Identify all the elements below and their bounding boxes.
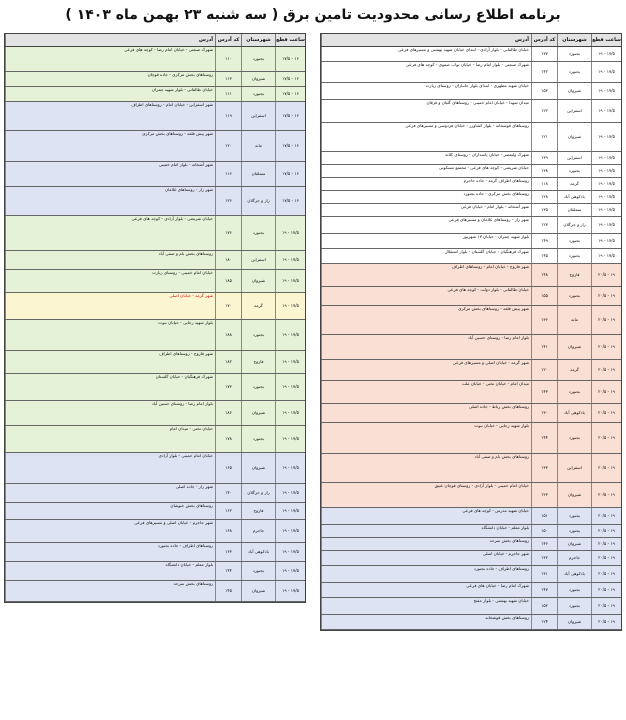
cell-city: بادکوهی آباد (241, 543, 275, 561)
schedule-table-left (4, 33, 306, 603)
cell-city: گرمه (557, 178, 591, 190)
cell-address: خیابان شریعتی - کوچه های فرعی - مجتمع مسکونی (321, 165, 531, 177)
cell-city: بجنورد (557, 287, 591, 305)
cell-code: ۱۷۸ (215, 426, 241, 452)
cell-city: بجنورد (557, 583, 591, 597)
cell-city: شیروان (241, 581, 275, 601)
cell-address: خیابان امام خمینی - بلوار آزادی (5, 453, 215, 483)
table-row (321, 123, 621, 152)
cell-code: ۱۲۱ (531, 123, 557, 151)
cell-city: اسفراین (557, 152, 591, 164)
table-row (321, 381, 621, 404)
cell-owner: ۱۷/۵ - ۱۹ (275, 374, 305, 400)
cell-city: بجنورد (557, 249, 591, 263)
cell-address: روستاهای بخش سرحد (321, 538, 531, 550)
table-row (5, 87, 305, 102)
table-row (321, 360, 621, 381)
cell-address: خیابان شهید بهشتی - بلوار مفتح (321, 598, 531, 614)
cell-owner: ۱۹ - ۲۰/۵ (591, 454, 621, 482)
cell-address: روستاهای اطراف - جاده بجنورد (321, 566, 531, 582)
cell-address: شهر گرمه - خیابان اصلی (5, 293, 215, 319)
table-row (5, 520, 305, 543)
cell-code: ۱۳۱ (531, 566, 557, 582)
cell-code: ۱۳۳ (531, 454, 557, 482)
cell-address: میدان شهدا - خیابان امام خمینی - روستاهای گلیان و قزقان (321, 100, 531, 122)
cell-owner: ۱۹ - ۲۰/۵ (591, 566, 621, 582)
cell-code: ۱۳۶ (531, 306, 557, 334)
cell-code: ۱۲۰ (531, 360, 557, 380)
cell-city: بجنورد (241, 374, 275, 400)
cell-city: گرمه (241, 293, 275, 319)
cell-address: خیابان شهید مطهری - ابتدای بلوار جانبازان - روستای زیارت (321, 83, 531, 99)
table-row (321, 264, 621, 287)
cell-owner: ۱۷/۵ - ۱۹ (275, 581, 305, 601)
cell-owner: ۱۶ - ۱۷/۵ (275, 162, 305, 186)
cell-owner: ۱۷/۵ - ۱۹ (591, 217, 621, 233)
cell-city: بجنورد (241, 562, 275, 580)
cell-owner: ۱۹ - ۲۰/۵ (591, 583, 621, 597)
cell-city: جاجرم (241, 520, 275, 542)
cell-address: شهرک صنعتی - بلوار امام رضا - خیابان نواب صفوی - کوچه های فرعی (321, 62, 531, 82)
table-row (5, 543, 305, 562)
cell-code: ۱۴۷ (531, 583, 557, 597)
cell-address: شهر آشخانه - بلوار امام خمینی (5, 162, 215, 186)
cell-city: بادکوهی آباد (557, 404, 591, 422)
cell-address: شهرک صنعتی - خیابان امام رضا - کوچه های فرعی (5, 47, 215, 71)
cell-address: روستاهای اطراف - جاده بجنورد (5, 543, 215, 561)
cell-owner: ۱۷/۵ - ۱۹ (275, 562, 305, 580)
cell-address: روستاهای بخش قوشخانه (321, 615, 531, 629)
page-title: برنامه اطلاع رسانی محدودیت تامین برق ( سه شنبه ۲۳ بهمن ماه ۱۴۰۳ ) (65, 7, 561, 23)
cell-code: ۱۸۰ (215, 251, 241, 269)
cell-code: ۱۳۸ (531, 165, 557, 177)
cell-code: ۱۴۹ (531, 234, 557, 248)
cell-owner: ۱۹ - ۲۰/۵ (591, 483, 621, 507)
cell-owner: ۱۷/۵ - ۱۹ (591, 165, 621, 177)
cell-address: بلوار معلم - خیابان دانشگاه (5, 562, 215, 580)
cell-owner: ۱۷/۵ - ۱۹ (591, 234, 621, 248)
cell-owner: ۱۶ - ۱۷/۵ (275, 47, 305, 71)
cell-owner: ۱۹ - ۲۰/۵ (591, 360, 621, 380)
cell-code: ۱۵۲ (531, 598, 557, 614)
table-row (5, 270, 305, 293)
table-row (321, 525, 621, 538)
cell-code: ۱۲۴ (531, 615, 557, 629)
cell-city: شیروان (557, 483, 591, 507)
cell-address: شهرک فرهنگیان - خیابان گلستان - بلوار استقلال (321, 249, 531, 263)
cell-address: شهر راز - روستاهای غلامان و مسیرهای فرعی (321, 217, 531, 233)
cell-code: ۱۴۶ (531, 538, 557, 550)
cell-owner: ۱۷/۵ - ۱۹ (591, 204, 621, 216)
cell-code: ۱۱۳ (215, 72, 241, 86)
cell-address: روستاهای بخش بام و صفی آباد (321, 454, 531, 482)
cell-address: شهر جاجرم - خیابان اصلی و مسیرهای فرعی (5, 520, 215, 542)
cell-owner: ۱۷/۵ - ۱۹ (591, 249, 621, 263)
table-row (5, 562, 305, 581)
table-row (321, 508, 621, 525)
cell-city: بجنورد (557, 598, 591, 614)
cell-code: ۱۶۲ (215, 503, 241, 519)
cell-owner: ۱۶ - ۱۷/۵ (275, 131, 305, 161)
table-row (5, 131, 305, 162)
header-city: شهرستان (241, 34, 275, 46)
cell-city: مانه (557, 306, 591, 334)
cell-city: شیروان (557, 538, 591, 550)
cell-address: روستاهای بخش مرکزی - جاده بجنورد (321, 191, 531, 203)
table-row (321, 287, 621, 306)
cell-code: ۱۸۸ (215, 320, 241, 350)
cell-code: ۱۵۵ (531, 287, 557, 305)
cell-address: روستاهای اطراف گرمه - جاده جاجرم (321, 178, 531, 190)
table-row (321, 615, 621, 630)
cell-city: بجنورد (241, 426, 275, 452)
table-row (5, 320, 305, 351)
cell-address: شهر پیش قلعه - روستاهای بخش مرکزی (321, 306, 531, 334)
table-body (5, 47, 305, 602)
cell-city: راز و جرگلان (241, 484, 275, 502)
cell-city: فاروج (241, 503, 275, 519)
header-code: کد آدرس (215, 34, 241, 46)
cell-code: ۱۴۳ (531, 381, 557, 403)
cell-city: بجنورد (557, 234, 591, 248)
cell-address: روستاهای بخش بام و صفی آباد (5, 251, 215, 269)
header-owner: ساعت قطع (275, 34, 305, 46)
header-owner: ساعت قطع (591, 34, 621, 46)
schedule-table-right (320, 33, 622, 631)
table-row (5, 503, 305, 520)
cell-city: بجنورد (557, 381, 591, 403)
table-row (321, 306, 621, 335)
cell-city: سملقان (241, 162, 275, 186)
table-row (321, 191, 621, 204)
table-row (321, 178, 621, 191)
table-row (321, 598, 621, 615)
cell-city: اسفراین (557, 100, 591, 122)
table-row (321, 335, 621, 360)
cell-owner: ۱۹ - ۲۰/۵ (591, 508, 621, 524)
cell-owner: ۱۷/۵ - ۱۹ (275, 520, 305, 542)
cell-owner: ۱۷/۵ - ۱۹ (275, 453, 305, 483)
cell-code: ۱۵۰ (531, 525, 557, 537)
cell-code: ۱۲۲ (531, 100, 557, 122)
table-row (321, 249, 621, 264)
cell-address: شهر اسفراین - خیابان امام - روستاهای اطراف (5, 102, 215, 130)
cell-address: بلوار معلم - خیابان دانشگاه (321, 525, 531, 537)
table-row (5, 72, 305, 87)
cell-code: ۱۴۵ (215, 581, 241, 601)
cell-owner: ۱۷/۵ - ۱۹ (591, 123, 621, 151)
cell-address: شهر جاجرم - خیابان اصلی (321, 551, 531, 565)
cell-address: بلوار شهید چمران - خیابان ۱۷ شهریور (321, 234, 531, 248)
table-row (321, 204, 621, 217)
cell-code: ۱۸۶ (215, 401, 241, 425)
cell-address: خیابان شریعتی - بلوار آزادی - کوچه های فرعی (5, 216, 215, 250)
table-row (321, 551, 621, 566)
cell-city: بجنورد (557, 508, 591, 524)
cell-city: شیروان (557, 83, 591, 99)
table-row (5, 187, 305, 216)
cell-city: بجنورد (241, 216, 275, 250)
table-row (321, 47, 621, 62)
cell-city: راز و جرگلان (557, 217, 591, 233)
cell-owner: ۱۷/۵ - ۱۹ (275, 484, 305, 502)
cell-address: خیابان طالقانی - بلوار شهید چمران (5, 87, 215, 101)
cell-code: ۱۷۰ (215, 293, 241, 319)
cell-code: ۱۲۷ (531, 217, 557, 233)
cell-city: بادکوهی آباد (557, 566, 591, 582)
cell-code: ۱۳۵ (531, 204, 557, 216)
cell-code: ۱۲۶ (215, 187, 241, 215)
cell-city: اسفراین (557, 454, 591, 482)
table-row (321, 234, 621, 249)
cell-address: شهرک امام رضا - خیابان های فرعی (321, 583, 531, 597)
cell-address: شهر گرمه - خیابان اصلی و مسیرهای فرعی (321, 360, 531, 380)
cell-owner: ۱۷/۵ - ۱۹ (275, 293, 305, 319)
cell-address: شهر فاروج - خیابان امام - روستاهای اطراف (321, 264, 531, 286)
cell-address: شهرک فرهنگیان - خیابان گلستان (5, 374, 215, 400)
cell-address: میدان امام - خیابان تختی - خیابان ملت (321, 381, 531, 403)
table-row (321, 423, 621, 454)
cell-code: ۱۸۲ (215, 351, 241, 373)
cell-code: ۱۳۲ (531, 551, 557, 565)
cell-address: روستاهای بخش مرکزی - جاده قوچان (5, 72, 215, 86)
table-row (5, 426, 305, 453)
cell-owner: ۱۹ - ۲۰/۵ (591, 538, 621, 550)
header-address: آدرس (321, 34, 531, 46)
cell-address: روستاهای بخش رباط - جاده اصلی (321, 404, 531, 422)
table-row (321, 100, 621, 123)
cell-owner: ۱۷/۵ - ۱۹ (591, 62, 621, 82)
cell-address: خیابان طالقانی - بلوار دولت - کوچه های فرعی (321, 287, 531, 305)
cell-city: شیروان (557, 123, 591, 151)
cell-code: ۱۴۴ (531, 423, 557, 453)
cell-address: خیابان شهید مدرس - کوچه های فرعی (321, 508, 531, 524)
table-row (321, 152, 621, 165)
table-row (321, 165, 621, 178)
table-row (5, 401, 305, 426)
cell-code: ۱۴۱ (531, 335, 557, 359)
cell-city: شیروان (557, 615, 591, 629)
cell-owner: ۱۷/۵ - ۱۹ (275, 251, 305, 269)
cell-code: ۱۶۳ (215, 543, 241, 561)
cell-code: ۱۵۱ (531, 508, 557, 524)
cell-address: بلوار شهید رجایی - خیابان نبوت (5, 320, 215, 350)
cell-city: بجنورد (241, 47, 275, 71)
cell-code: ۱۱۸ (531, 178, 557, 190)
cell-code: ۱۴۸ (531, 264, 557, 286)
cell-code: ۱۸۵ (215, 270, 241, 292)
cell-code: ۱۲۸ (531, 191, 557, 203)
cell-owner: ۱۶ - ۱۷/۵ (275, 87, 305, 101)
cell-code: ۱۱۶ (215, 162, 241, 186)
table-row (5, 453, 305, 484)
cell-city: شیروان (241, 72, 275, 86)
cell-city: بجنورد (557, 525, 591, 537)
cell-city: بادکوهی آباد (557, 191, 591, 203)
cell-code: ۱۳۹ (531, 152, 557, 164)
table-row (321, 483, 621, 508)
cell-address: بلوار امام رضا - روستای حسین آباد (321, 335, 531, 359)
cell-owner: ۱۷/۵ - ۱۹ (275, 401, 305, 425)
table-row (321, 217, 621, 234)
table-header (5, 34, 305, 47)
cell-address: شهر پیش قلعه - روستاهای بخش مرکزی (5, 131, 215, 161)
cell-owner: ۱۷/۵ - ۱۹ (275, 320, 305, 350)
cell-code: ۱۲۰ (215, 131, 241, 161)
cell-city: بجنورد (557, 165, 591, 177)
cell-owner: ۱۹ - ۲۰/۵ (591, 551, 621, 565)
cell-code: ۱۳۷ (531, 47, 557, 61)
table-row (5, 47, 305, 72)
table-row (321, 404, 621, 423)
table-row (321, 83, 621, 100)
table-row (5, 251, 305, 270)
cell-code: ۱۷۶ (215, 216, 241, 250)
cell-code: ۱۳۰ (531, 404, 557, 422)
table-row (5, 293, 305, 320)
cell-city: شیروان (241, 453, 275, 483)
cell-owner: ۱۷/۵ - ۱۹ (591, 47, 621, 61)
cell-city: بجنورد (241, 320, 275, 350)
cell-owner: ۱۹ - ۲۰/۵ (591, 306, 621, 334)
cell-city: راز و جرگلان (241, 187, 275, 215)
cell-city: اسفراین (241, 102, 275, 130)
cell-owner: ۱۶ - ۱۷/۵ (275, 187, 305, 215)
table-row (5, 484, 305, 503)
table-row (321, 454, 621, 483)
cell-owner: ۱۷/۵ - ۱۹ (275, 543, 305, 561)
table-row (321, 583, 621, 598)
cell-owner: ۱۹ - ۲۰/۵ (591, 615, 621, 629)
cell-owner: ۱۹ - ۲۰/۵ (591, 335, 621, 359)
table-row (5, 374, 305, 401)
table-row (5, 351, 305, 374)
cell-address: خیابان امام خمینی - روستای زیارت (5, 270, 215, 292)
table-row (5, 162, 305, 187)
cell-city: بجنورد (241, 87, 275, 101)
cell-owner: ۱۶ - ۱۷/۵ (275, 72, 305, 86)
cell-owner: ۱۷/۵ - ۱۹ (275, 503, 305, 519)
cell-city: شیروان (241, 401, 275, 425)
cell-city: بجنورد (557, 423, 591, 453)
table-row (5, 581, 305, 602)
cell-code: ۱۴۴ (215, 562, 241, 580)
cell-owner: ۱۷/۵ - ۱۹ (275, 216, 305, 250)
table-header (321, 34, 621, 47)
cell-owner: ۱۷/۵ - ۱۹ (275, 351, 305, 373)
cell-code: ۱۱۰ (215, 47, 241, 71)
cell-address: بلوار شهید رجایی - خیابان نبوت (321, 423, 531, 453)
cell-code: ۱۶۸ (215, 520, 241, 542)
cell-address: بلوار امام رضا - روستای حسین آباد (5, 401, 215, 425)
cell-address: روستاهای قوشخانه - بلوار کشاورز - خیابان فردوسی و مسیرهای فرعی (321, 123, 531, 151)
tables-container (4, 33, 622, 718)
cell-city: فاروج (241, 351, 275, 373)
cell-city: بجنورد (557, 62, 591, 82)
cell-address: شهر آشخانه - بلوار امام - خیابان فرعی (321, 204, 531, 216)
cell-owner: ۱۷/۵ - ۱۹ (591, 152, 621, 164)
cell-owner: ۱۷/۵ - ۱۹ (591, 100, 621, 122)
cell-city: شیروان (557, 335, 591, 359)
cell-address: شهرک ولیعصر - خیابان پاسداران - روستای کلاته (321, 152, 531, 164)
cell-address: خیابان تختی - میدان امام (5, 426, 215, 452)
cell-city: گرمه (557, 360, 591, 380)
table-row (5, 216, 305, 251)
cell-owner: ۱۷/۵ - ۱۹ (275, 426, 305, 452)
cell-code: ۱۴۵ (531, 249, 557, 263)
header-code: کد آدرس (531, 34, 557, 46)
cell-owner: ۱۷/۵ - ۱۹ (591, 178, 621, 190)
cell-owner: ۱۷/۵ - ۱۹ (591, 191, 621, 203)
table-row (321, 62, 621, 83)
cell-address: خیابان طالقانی - بلوار آزادی - ابتدای خیابان شهید بهشتی و مسیرهای فرعی (321, 47, 531, 61)
cell-owner: ۱۹ - ۲۰/۵ (591, 287, 621, 305)
cell-city: جاجرم (557, 551, 591, 565)
cell-city: مانه (241, 131, 275, 161)
cell-owner: ۱۷/۵ - ۱۹ (591, 83, 621, 99)
cell-code: ۱۴۰ (215, 484, 241, 502)
cell-city: سملقان (557, 204, 591, 216)
cell-address: شهر راز - روستاهای غلامان (5, 187, 215, 215)
cell-city: اسفراین (241, 251, 275, 269)
cell-address: شهر راز - جاده اصلی (5, 484, 215, 502)
cell-owner: ۱۷/۵ - ۱۹ (275, 270, 305, 292)
cell-code: ۱۱۹ (215, 102, 241, 130)
cell-owner: ۱۹ - ۲۰/۵ (591, 525, 621, 537)
cell-address: روستاهای بخش خبوشان (5, 503, 215, 519)
cell-address: روستاهای بخش سرحد (5, 581, 215, 601)
cell-code: ۱۱۱ (215, 87, 241, 101)
cell-code: ۱۲۳ (531, 483, 557, 507)
table-body (321, 47, 621, 630)
cell-city: فاروج (557, 264, 591, 286)
cell-owner: ۱۹ - ۲۰/۵ (591, 598, 621, 614)
cell-owner: ۱۹ - ۲۰/۵ (591, 381, 621, 403)
cell-city: شیروان (241, 270, 275, 292)
cell-code: ۱۴۲ (531, 62, 557, 82)
table-row (321, 538, 621, 551)
cell-owner: ۱۶ - ۱۷/۵ (275, 102, 305, 130)
table-row (5, 102, 305, 131)
cell-owner: ۱۹ - ۲۰/۵ (591, 264, 621, 286)
cell-city: بجنورد (557, 47, 591, 61)
table-row (321, 566, 621, 583)
cell-owner: ۱۹ - ۲۰/۵ (591, 423, 621, 453)
header-city: شهرستان (557, 34, 591, 46)
header-address: آدرس (5, 34, 215, 46)
cell-code: ۱۵۳ (531, 83, 557, 99)
cell-code: ۱۶۵ (215, 453, 241, 483)
cell-owner: ۱۹ - ۲۰/۵ (591, 404, 621, 422)
cell-address: شهر فاروج - روستاهای اطراف (5, 351, 215, 373)
cell-code: ۱۷۳ (215, 374, 241, 400)
cell-address: خیابان امام خمینی - بلوار آزادی - روستای قوچان عتیق (321, 483, 531, 507)
